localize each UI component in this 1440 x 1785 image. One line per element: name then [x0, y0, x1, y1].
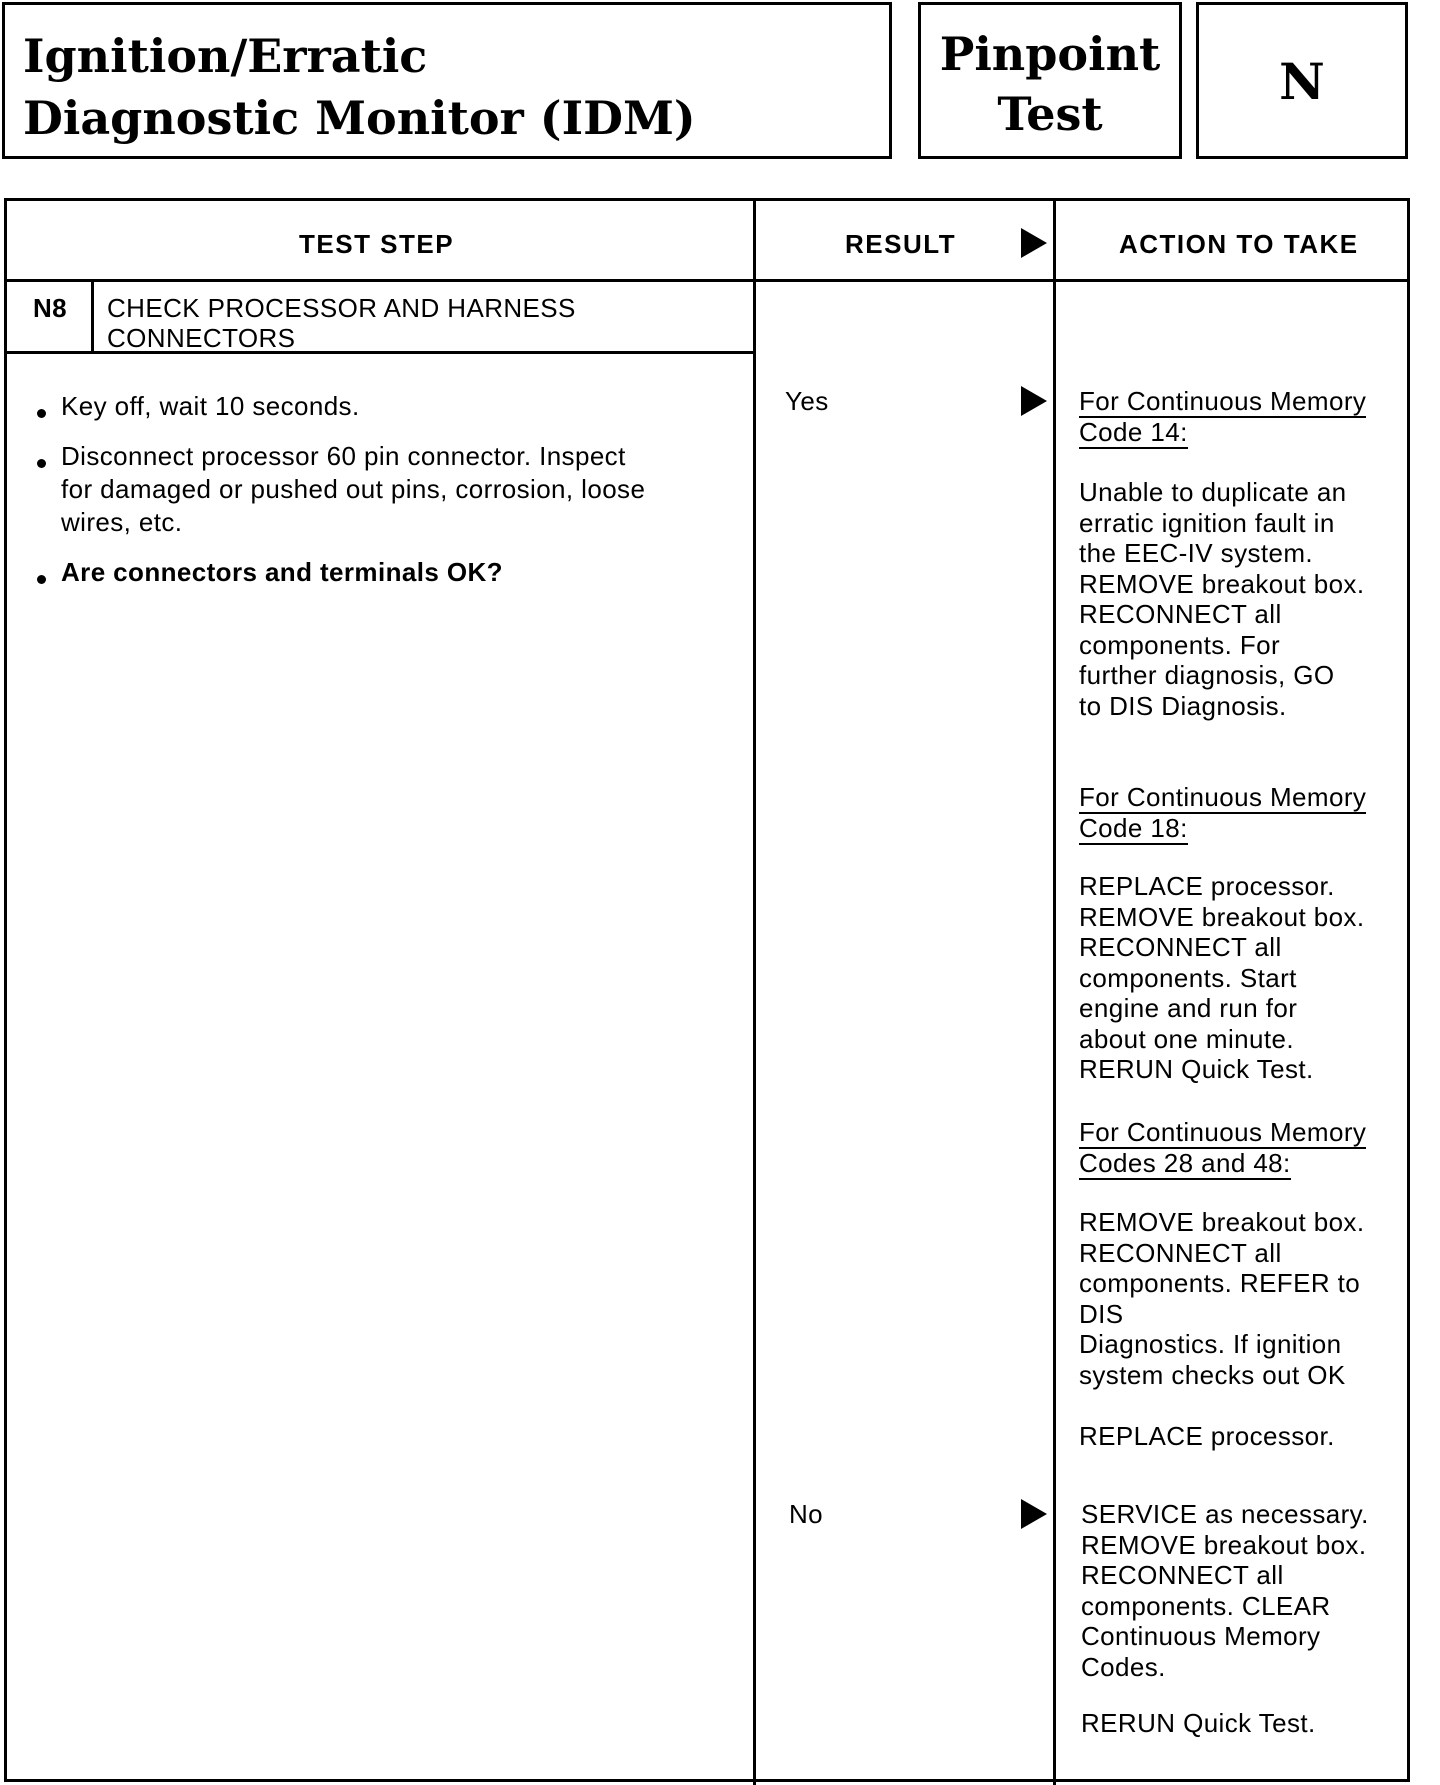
pinpoint-label: Pinpoint — [939, 27, 1161, 81]
step-id: N8 — [33, 293, 68, 323]
no-final-action: RERUN Quick Test. — [1081, 1708, 1316, 1738]
code14-line: to DIS Diagnosis. — [1079, 690, 1287, 721]
no-action-line: SERVICE as necessary. — [1081, 1499, 1369, 1529]
no-arrow-icon — [1021, 1499, 1047, 1529]
code28-line: RECONNECT all — [1079, 1237, 1282, 1268]
test-letter: N — [1279, 52, 1325, 111]
bullet-icon — [37, 459, 46, 468]
code14-heading-line-2: Code 14: — [1079, 416, 1188, 447]
column-header-action: ACTION TO TAKE — [1119, 229, 1359, 259]
no-action-line: components. CLEAR — [1081, 1590, 1331, 1621]
step-title-line-2: CONNECTORS — [107, 323, 296, 353]
code14-line: erratic ignition fault in — [1079, 507, 1335, 538]
code28-heading-line-1: For Continuous Memory — [1079, 1117, 1367, 1147]
code14-line: components. For — [1079, 629, 1281, 660]
step-id-divider — [91, 279, 94, 353]
pinpoint-test-table — [4, 198, 1410, 1782]
code18-heading-line-1: For Continuous Memory — [1079, 782, 1367, 812]
result-arrow-icon — [1021, 228, 1047, 258]
code14-line: REMOVE breakout box. — [1079, 568, 1365, 599]
code18-heading — [1079, 782, 1366, 843]
code14-heading-line-1: For Continuous Memory — [1079, 386, 1367, 416]
yes-arrow-icon — [1021, 386, 1047, 416]
code18-line: engine and run for — [1079, 993, 1298, 1023]
code18-heading-line-2: Code 18: — [1079, 812, 1188, 843]
code14-line: further diagnosis, GO — [1079, 660, 1335, 690]
result-no: No — [789, 1499, 824, 1529]
code18-line: about one minute. — [1079, 1023, 1294, 1054]
code14-action — [1079, 477, 1364, 721]
column-divider-result — [753, 201, 756, 1785]
code18-line: REPLACE processor. — [1079, 871, 1335, 901]
bullet-icon — [37, 575, 46, 584]
code14-line: RECONNECT all — [1079, 599, 1282, 629]
column-divider-action — [1053, 201, 1056, 1785]
code28-final-action: REPLACE processor. — [1079, 1421, 1335, 1451]
column-header-result: RESULT — [845, 229, 957, 259]
test-letter-box — [1196, 2, 1408, 159]
no-action-line: REMOVE breakout box. — [1081, 1529, 1367, 1560]
step-bullet-2-line-3: wires, etc. — [61, 507, 183, 537]
code18-line: components. Start — [1079, 962, 1297, 993]
code28-line: components. REFER to — [1079, 1268, 1361, 1298]
code28-line: system checks out OK — [1079, 1359, 1346, 1390]
title-box — [2, 2, 892, 159]
code18-line: RECONNECT all — [1079, 932, 1282, 962]
code18-line: RERUN Quick Test. — [1079, 1054, 1314, 1084]
step-bullet-2-line-2: for damaged or pushed out pins, corrosion, loose — [61, 474, 646, 504]
code28-action — [1079, 1207, 1364, 1390]
code14-heading — [1079, 386, 1366, 447]
code28-heading — [1079, 1117, 1366, 1178]
code28-line: REMOVE breakout box. — [1079, 1207, 1365, 1237]
header-separator — [7, 279, 1407, 282]
no-action-line: RECONNECT all — [1081, 1560, 1284, 1590]
code18-action — [1079, 871, 1364, 1085]
code14-line: Unable to duplicate an — [1079, 477, 1347, 507]
code14-line: the EEC-IV system. — [1079, 538, 1314, 568]
code28-heading-line-2: Codes 28 and 48: — [1079, 1147, 1291, 1178]
no-action — [1081, 1499, 1369, 1682]
code28-line: Diagnostics. If ignition — [1079, 1329, 1342, 1359]
no-action-line: Codes. — [1081, 1651, 1166, 1682]
column-header-test-step: TEST STEP — [299, 229, 455, 259]
step-title-line-1: CHECK PROCESSOR AND HARNESS — [107, 293, 576, 323]
step-bullet-1: Key off, wait 10 seconds. — [61, 391, 360, 421]
test-label: Test — [997, 87, 1103, 141]
no-action-line: Continuous Memory — [1081, 1621, 1321, 1651]
document-title-line-2: Diagnostic Monitor (IDM) — [23, 91, 696, 145]
pinpoint-test-box — [918, 2, 1182, 159]
bullet-icon — [37, 409, 46, 418]
result-yes: Yes — [785, 386, 829, 416]
step-question: Are connectors and terminals OK? — [61, 557, 503, 587]
document-title-line-1: Ignition/Erratic — [23, 29, 428, 83]
code28-line: DIS — [1079, 1298, 1124, 1329]
step-bullet-2-line-1: Disconnect processor 60 pin connector. Inspect — [61, 441, 626, 471]
code18-line: REMOVE breakout box. — [1079, 901, 1365, 932]
